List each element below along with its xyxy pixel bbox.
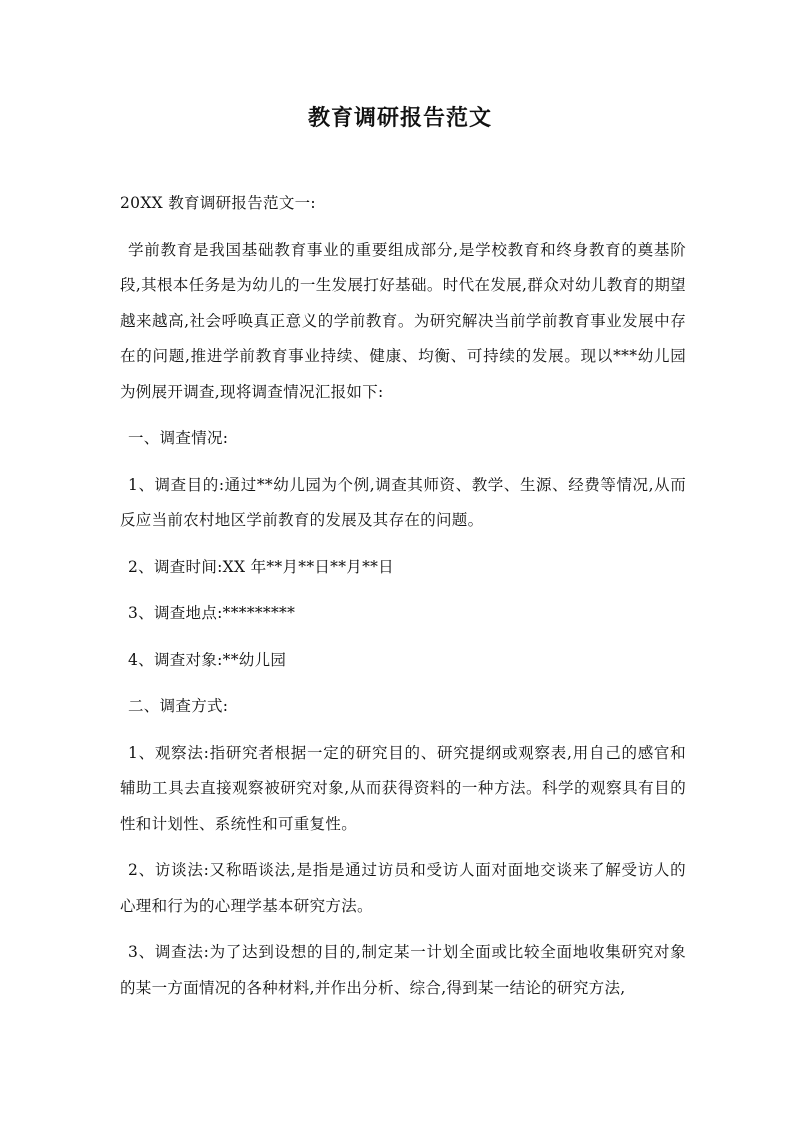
method-interview: 2、访谈法:又称晤谈法,是指是通过访员和受访人面对面地交谈来了解受访人的心理和行为的心理学基本研究方法。 [120, 861, 686, 915]
section-heading-survey-situation: 一、调查情况: [128, 429, 229, 447]
survey-subject: 4、调查对象:**幼儿园 [128, 650, 287, 669]
document-title: 教育调研报告范文 [307, 105, 492, 131]
document-body [120, 186, 686, 1017]
survey-time: 2、调查时间:XX 年**月**日**月**日 [128, 557, 394, 576]
section-heading-example-one: 20XX 教育调研报告范文一: [120, 194, 316, 212]
survey-purpose: 1、调查目的:通过**幼儿园为个例,调查其师资、教学、生源、经费等情况,从而反应当前农村地区学前教育的发展及其存在的问题。 [120, 475, 686, 529]
method-survey: 3、调查法:为了达到设想的目的,制定某一计划全面或比较全面地收集研究对象的某一方面情况的各种材料,并作出分析、综合,得到某一结论的研究方法, [120, 943, 686, 997]
method-observation: 1、观察法:指研究者根据一定的研究目的、研究提纲或观察表,用自己的感官和辅助工具去直接观察被研究对象,从而获得资料的一种方法。科学的观察具有目的性和计划性、系统性和可重复性。 [120, 743, 686, 833]
survey-location: 3、调查地点:********* [128, 604, 296, 622]
section-heading-survey-methods: 二、调查方式: [128, 697, 229, 715]
intro-paragraph: 学前教育是我国基础教育事业的重要组成部分,是学校教育和终身教育的奠基阶段,其根本任务是为幼儿的一生发展打好基础。时代在发展,群众对幼儿教育的期望越来越高,社会呼唤真正意义的学前教育。为研究解决当前学前教育事业发展中存在的问题,推进学前教育事业持续、健康、均衡、可持续的发展。现以***幼儿园为例展开调查,现将调查情况汇报如下: [120, 240, 686, 401]
